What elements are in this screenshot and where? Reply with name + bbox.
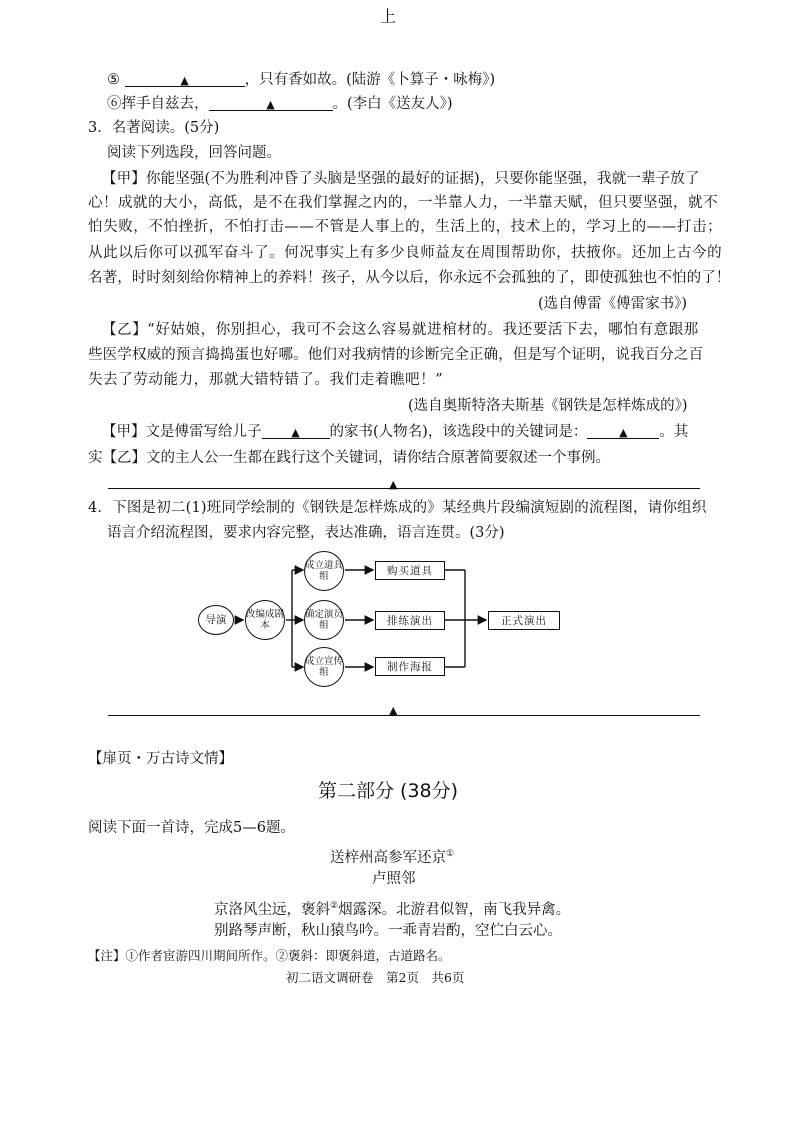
yi-line: 【乙】“好姑娘，你别担心，我可不会这么容易就进棺材的。我还要活下去，哪怕有意跟那 xyxy=(102,322,699,338)
blank-marker-icon: ▲ xyxy=(389,704,398,717)
q3-title: 3．名著阅读。(5分) xyxy=(88,120,220,136)
q6-suffix: 。(李白《送友人》) xyxy=(332,96,453,112)
flow-node-group-publicity: 成立宣传组 xyxy=(304,647,344,687)
section-tag: 【扉页・万古诗文情】 xyxy=(88,751,233,767)
poem-title-note: ① xyxy=(446,849,455,859)
page-footer: 初二语文调研卷 第2页 共6页 xyxy=(286,970,465,985)
blank-marker-icon: ▲ xyxy=(619,426,628,439)
part2-title: 第二部分 (38分) xyxy=(318,780,459,802)
poem-fill-line-6 xyxy=(107,94,453,114)
q6-prefix: ⑥挥手自兹去， xyxy=(107,96,209,112)
answer-blank-q6[interactable] xyxy=(209,94,333,111)
q3-question-part3: 。其 xyxy=(659,424,689,440)
poem-notes: 【注】①作者宦游四川期间所作。②褒斜：即褒斜道，古道路名。 xyxy=(88,948,451,963)
answer-line-q3[interactable] xyxy=(108,488,700,489)
flow-node-group-props: 成立道具组 xyxy=(304,551,344,591)
jia-line: 名著，时时刻刻给你精神上的养料！孩子，从今以后，你永远不会孤独的了，即使孤独也不怕的了！ xyxy=(88,270,731,286)
poem-author: 卢照邻 xyxy=(372,871,416,887)
yi-source: (选自奥斯特洛夫斯基《钢铁是怎样炼成的》) xyxy=(408,398,688,414)
q3-question-line1 xyxy=(102,422,688,442)
poem-line: 别路琴声断，秋山猿鸟吟。一乖青岩酌，空伫白云心。 xyxy=(214,923,562,939)
yi-line: 失去了劳动能力，那就大错特错了。我们走着瞧吧！” xyxy=(88,372,444,388)
q3-question-line2: 实【乙】文的主人公一生都在践行这个关键词，请你结合原著简要叙述一个事例。 xyxy=(88,450,610,466)
flow-box-rehearse: 排练演出 xyxy=(375,611,445,630)
blank-marker-icon: ▲ xyxy=(389,478,398,491)
blank-marker-icon: ▲ xyxy=(266,98,275,111)
q3-question-part2: 的家书(人物名)，该选段中的关键词是： xyxy=(329,424,588,440)
blank-marker-icon: ▲ xyxy=(291,426,300,439)
flow-box-final-show: 正式演出 xyxy=(488,611,560,630)
poem-line xyxy=(214,896,570,920)
flow-node-group-actors: 确定演员组 xyxy=(304,600,344,640)
flow-box-buy-props: 购买道具 xyxy=(375,561,445,580)
answer-blank-q5[interactable] xyxy=(125,70,245,87)
poem-fill-line-5 xyxy=(107,70,495,90)
jia-source: (选自傅雷《傅雷家书》) xyxy=(538,296,688,312)
answer-blank-son-name[interactable] xyxy=(262,422,330,439)
blank-marker-icon: ▲ xyxy=(180,74,189,87)
q5-number: ⑤ xyxy=(107,72,120,88)
poem-title-text: 送梓州高参军还京 xyxy=(330,849,446,866)
yi-line: 些医学权威的预言捣捣蛋也好哪。他们对我病情的诊断完全正确，但是写个证明，说我百分之百 xyxy=(88,347,704,363)
flow-node-adapt: 改编成剧本 xyxy=(245,600,285,640)
q5-suffix: ，只有香如故。(陆游《卜算子・咏梅》) xyxy=(244,72,496,88)
answer-line-q4[interactable] xyxy=(108,715,700,716)
q3-instruction: 阅读下列选段，回答问题。 xyxy=(107,145,281,161)
page-mark: 上 xyxy=(380,7,397,26)
q4-line1: 4．下图是初二(1)班同学绘制的《钢铁是怎样炼成的》某经典片段编演短剧的流程图，请你组织 xyxy=(88,500,707,516)
poem-line1-a: 京洛风尘远，褒斜 xyxy=(214,901,330,918)
jia-line: 怕失败，不怕挫折，不怕打击——不管是人事上的，生活上的，技术上的，学习上的——打击； xyxy=(88,219,723,235)
flow-node-start: 导演 xyxy=(198,605,234,635)
jia-line: 从此以后你可以孤军奋斗了。何况事实上有多少良师益友在周围帮助你，扶掖你。还加上古今的 xyxy=(88,245,723,261)
poem-title xyxy=(330,844,454,868)
q4-line2: 语言介绍流程图，要求内容完整，表达准确，语言连贯。(3分) xyxy=(107,525,505,541)
answer-blank-keyword[interactable] xyxy=(587,422,659,439)
q3-question-part1: 【甲】文是傅雷写给儿子 xyxy=(102,424,262,440)
jia-line: 心！成就的大小，高低，是不在我们掌握之内的，一半靠人力，一半靠天赋，但只要坚强，就不 xyxy=(88,195,718,211)
poem-line1-note: ② xyxy=(330,901,339,911)
flow-box-make-poster: 制作海报 xyxy=(375,657,445,676)
part2-intro: 阅读下面一首诗，完成5—6题。 xyxy=(88,820,295,836)
poem-line1-b: 烟露深。北游君似智，南飞我异禽。 xyxy=(338,901,571,918)
jia-line: 【甲】你能坚强(不为胜利冲昏了头脑是坚强的最好的证据)，只要你能坚强，我就一辈子放了 xyxy=(102,171,700,187)
